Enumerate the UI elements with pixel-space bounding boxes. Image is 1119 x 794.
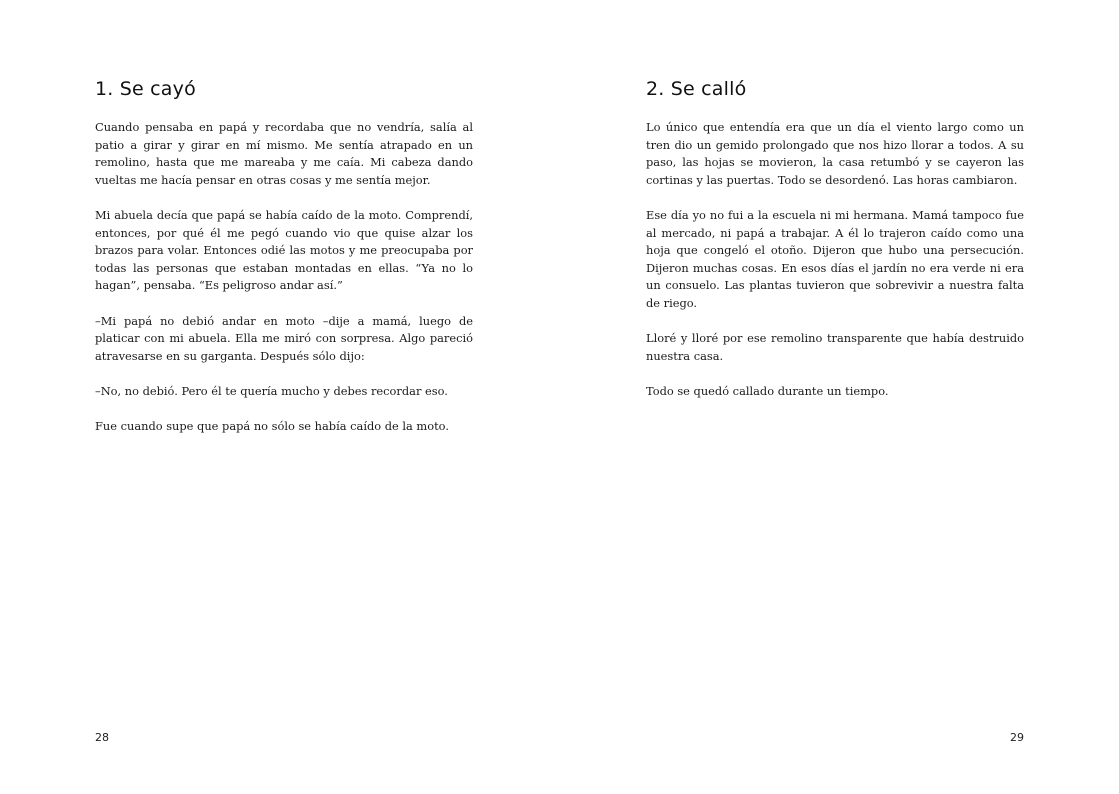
paragraph: Cuando pensaba en papá y recordaba que no vendría, salía al patio a girar y girar en mí mismo. Me sentía atrapado en un remolino, hasta que me mareaba y me caía. Mi cabeza dando vueltas me hacía pensar en otras cosas y me sentía mejor. [95,120,473,187]
page-number: 29 [1010,731,1024,744]
chapter-title: 2. Se calló [646,78,747,100]
paragraph: Fue cuando supe que papá no sólo se había caído de la moto. [95,419,449,434]
paragraph: Ese día yo no fui a la escuela ni mi hermana. Mamá tampoco fue al mercado, ni papá a trabajar. A él lo trajeron caído como una hoja que congeló el otoño. Dijeron que hubo una persecución. Dijeron muchas cosas. En esos días el jardín no era verde ni era un consuelo. Las plantas tuvieron que sobrevivir a nuestra falta de riego. [646,207,1024,310]
paragraph: Lo único que entendía era que un día el viento largo como un tren dio un gemido prolongado que nos hizo llorar a todos. A su paso, las hojas se movieron, la casa retumbó y se cayeron las cortinas y las puertas. Todo se desordenó. Las horas cambiaron. [646,120,1024,187]
paragraph: Todo se quedó callado durante un tiempo. [646,383,889,398]
paragraph: Mi abuela decía que papá se había caído de la moto. Comprendí, entonces, por qué él me pegó cuando vio que quise alzar los brazos para volar. Entonces odié las motos y me preocupaba por todas las personas que estaban montadas en ellas. “Ya no lo hagan”, pensaba. “Es peligroso andar así.” [95,207,473,293]
chapter-body [95,119,473,453]
paragraph: –Mi papá no debió andar en moto –dije a mamá, luego de platicar con mi abuela. Ella me miró con sorpresa. Algo pareció atravesarse en su garganta. Después sólo dijo: [95,313,473,363]
chapter-body [646,119,1024,418]
paragraph: Lloré y lloré por ese remolino transparente que había destruido nuestra casa. [646,331,1024,363]
paragraph: –No, no debió. Pero él te quería mucho y debes recordar eso. [95,383,448,398]
chapter-title: 1. Se cayó [95,78,196,100]
right-page [560,0,1119,794]
left-page [0,0,559,794]
page-number: 28 [95,731,109,744]
